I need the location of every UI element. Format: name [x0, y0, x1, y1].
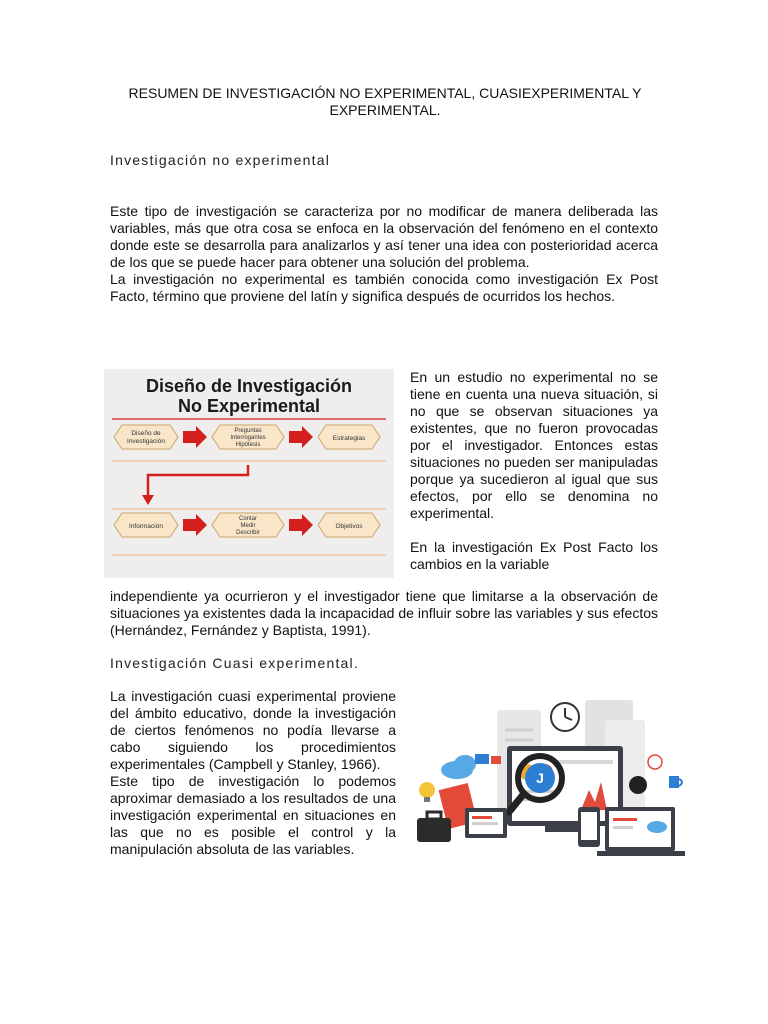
svg-text:Investigación: Investigación: [127, 438, 165, 445]
section1-paragraph-1: Este tipo de investigación se caracteriza por no modificar de manera deliberada las variables, más que otra cosa se enfoca en la observación del fenómeno en el contexto donde este se desarrolla para analizarlos y así tener una idea con posterioridad acerca de los que se puede hacer para obtener una solución del problema.: [110, 203, 658, 270]
diagram-no-experimental: [104, 369, 394, 578]
cloud-icon: [441, 755, 476, 779]
document-title: RESUMEN DE INVESTIGACIÓN NO EXPERIMENTAL, CUASIEXPERIMENTAL Y EXPERIMENTAL.: [128, 85, 642, 118]
svg-text:Contar: Contar: [238, 516, 258, 522]
diagram-title-line1: Diseño de Investigación: [145, 376, 353, 396]
box-diseno-label: Diseño de: [131, 430, 161, 437]
cup-icon: [669, 776, 682, 788]
svg-text:Interrogantes: Interrogantes: [230, 435, 266, 441]
svg-text:Medir: Medir: [240, 523, 256, 529]
laptop-icon: [597, 807, 685, 856]
lightbulb-icon: [419, 782, 435, 802]
svg-text:Información: Información: [129, 523, 163, 530]
svg-text:J: J: [536, 770, 544, 786]
box-diseno: [114, 425, 178, 449]
research-illustration: [405, 690, 695, 864]
clock-icon: [551, 703, 579, 731]
section-heading-cuasi: Investigación Cuasi experimental.: [110, 655, 359, 671]
arrow-2: [289, 426, 313, 448]
wide-paragraph-continuation: independiente ya ocurrieron y el investigador tiene que limitarse a la observación de situaciones ya existentes dada la incapacidad de influir sobre las variables y sus efectos (Hernández, Fernández y Baptista, 1991).: [110, 588, 658, 638]
section-heading-no-experimental: Investigación no experimental: [110, 152, 331, 168]
svg-text:Objetivos: Objetivos: [335, 523, 363, 530]
section1-paragraph-2: La investigación no experimental es también conocida como investigación Ex Post Facto, término que proviene del latín y significa después de ocurridos los hechos.: [110, 271, 658, 304]
side-paragraph-1: En un estudio no experimental no se tiene en cuenta una nueva situación, si no que se observan situaciones ya existentes, que no fueron provocadas por el investigador. Entonces estas situaciones no pueden ser manipuladas porque ya sucedieron al igual que sus efectos, por ello se denomina no experimental.: [410, 369, 658, 521]
svg-text:Describir: Describir: [236, 530, 260, 536]
diagram-title-line2: No Experimental: [177, 396, 321, 416]
arrow-1: [183, 426, 207, 448]
section2-paragraph-2: Este tipo de investigación lo podemos aproximar demasiado a los resultados de una investigación experimental en situaciones en las que no es posible el control y la manipulación absoluta de las variables.: [110, 773, 396, 857]
illustration-svg: [405, 690, 695, 864]
section2-body: [110, 688, 396, 858]
svg-text:Hipótesis: Hipótesis: [235, 442, 261, 448]
arrow-3: [183, 514, 207, 536]
side-paragraph-2-start: En la investigación Ex Post Facto los cambios en la variable: [410, 539, 658, 572]
connector-line: [148, 465, 248, 497]
section1-body: [110, 203, 658, 305]
side-text-block: [410, 369, 658, 573]
svg-text:Preguntas: Preguntas: [234, 428, 262, 434]
diagram-svg: [104, 369, 394, 578]
section2-paragraph-1: La investigación cuasi experimental proviene del ámbito educativo, donde la investigación de ciertos fenómenos no podía llevarse a cabo siguiendo los procedimientos experimentales (Campbell y Stanley, 1966).: [110, 688, 396, 772]
svg-text:Estrategias: Estrategias: [332, 435, 366, 442]
arrow-4: [289, 514, 313, 536]
